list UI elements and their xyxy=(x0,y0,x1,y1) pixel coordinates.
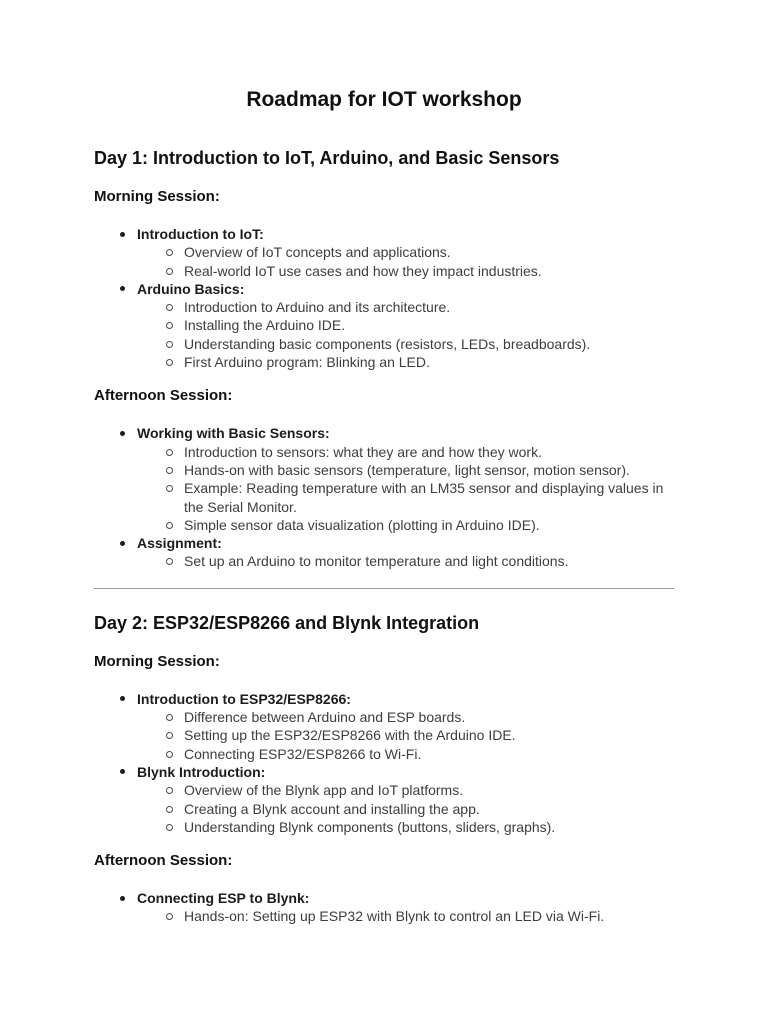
list-item-text: Introduction to Arduino and its architecture. xyxy=(184,299,451,316)
list-item xyxy=(137,818,674,836)
page-divider xyxy=(94,588,674,589)
list-item-text: Creating a Blynk account and installing the app. xyxy=(184,800,480,817)
bullet-icon xyxy=(120,286,125,291)
day-heading: Day 2: ESP32/ESP8266 and Blynk Integration xyxy=(94,612,480,633)
list-item-text: Understanding basic components (resistors, LEDs, breadboards). xyxy=(184,335,591,352)
list-item xyxy=(137,726,674,744)
topic-list xyxy=(94,225,674,371)
list-item-text: Connecting ESP32/ESP8266 to Wi-Fi. xyxy=(184,745,422,762)
list-item xyxy=(137,479,674,516)
topic-title: Blynk Introduction: xyxy=(137,763,266,780)
list-item xyxy=(137,353,674,371)
session-label: Morning Session: xyxy=(94,188,220,205)
topic-title: Working with Basic Sensors: xyxy=(137,425,330,442)
list-item-text: Real-world IoT use cases and how they impact industries. xyxy=(184,262,542,279)
list-item-text: Overview of the Blynk app and IoT platforms. xyxy=(184,782,464,799)
list-item xyxy=(137,243,674,261)
circle-bullet-icon xyxy=(166,485,173,492)
list-item-text: Installing the Arduino IDE. xyxy=(184,317,346,334)
topic-title: Arduino Basics: xyxy=(137,280,245,297)
bullet-icon xyxy=(120,896,125,901)
list-item-text: Simple sensor data visualization (plotting in Arduino IDE). xyxy=(184,516,540,533)
bullet-icon xyxy=(120,769,125,774)
document-title: Roadmap for IOT workshop xyxy=(246,88,522,111)
list-item xyxy=(137,316,674,334)
topic-item xyxy=(94,424,674,534)
circle-bullet-icon xyxy=(166,249,173,256)
list-item xyxy=(137,745,674,763)
session-label: Afternoon Session: xyxy=(94,852,233,870)
circle-bullet-icon xyxy=(166,714,173,721)
list-item-text: First Arduino program: Blinking an LED. xyxy=(184,354,430,371)
list-item-text: Setting up the ESP32/ESP8266 with the Arduino IDE. xyxy=(184,727,516,744)
bullet-icon xyxy=(120,541,125,546)
circle-bullet-icon xyxy=(166,522,173,529)
list-item xyxy=(137,800,674,818)
sub-list xyxy=(137,781,674,836)
list-item-text: Set up an Arduino to monitor temperature and light conditions. xyxy=(184,553,569,570)
circle-bullet-icon xyxy=(166,913,173,920)
circle-bullet-icon xyxy=(166,558,173,565)
circle-bullet-icon xyxy=(166,268,173,275)
sub-list xyxy=(137,443,674,534)
circle-bullet-icon xyxy=(166,341,173,348)
bullet-icon xyxy=(120,696,125,701)
list-item-text: Overview of IoT concepts and applications. xyxy=(184,244,451,261)
circle-bullet-icon xyxy=(166,467,173,474)
sub-list xyxy=(137,243,674,280)
topic-title: Connecting ESP to Blynk: xyxy=(137,890,310,907)
topic-item xyxy=(94,225,674,280)
list-item xyxy=(137,443,674,461)
list-item xyxy=(137,781,674,799)
topic-list xyxy=(94,889,674,926)
topic-title: Introduction to ESP32/ESP8266: xyxy=(137,690,351,707)
circle-bullet-icon xyxy=(166,304,173,311)
list-item xyxy=(137,552,674,570)
circle-bullet-icon xyxy=(166,359,173,366)
document-body xyxy=(94,148,674,926)
topic-item xyxy=(94,280,674,371)
circle-bullet-icon xyxy=(166,824,173,831)
bullet-icon xyxy=(120,431,125,436)
session-label: Morning Session: xyxy=(94,652,220,670)
sub-list xyxy=(137,552,674,570)
circle-bullet-icon xyxy=(166,787,173,794)
sub-list xyxy=(137,298,674,371)
list-item xyxy=(137,262,674,280)
list-item xyxy=(137,298,674,316)
list-item xyxy=(137,461,674,479)
session-label: Afternoon Session: xyxy=(94,387,233,405)
circle-bullet-icon xyxy=(166,322,173,329)
circle-bullet-icon xyxy=(166,751,173,758)
list-item xyxy=(137,708,674,726)
topic-title: Introduction to IoT: xyxy=(137,226,264,242)
list-item-text: Hands-on: Setting up ESP32 with Blynk to control an LED via Wi-Fi. xyxy=(184,908,605,925)
list-item xyxy=(137,907,674,925)
topic-item xyxy=(94,534,674,571)
topic-item xyxy=(94,889,674,926)
list-item-text: Difference between Arduino and ESP boards. xyxy=(184,709,466,726)
list-item xyxy=(137,516,674,534)
bullet-icon xyxy=(120,232,125,237)
day-heading: Day 1: Introduction to IoT, Arduino, and Basic Sensors xyxy=(94,148,560,168)
circle-bullet-icon xyxy=(166,806,173,813)
list-item-text: Hands-on with basic sensors (temperature, light sensor, motion sensor). xyxy=(184,461,630,478)
topic-title: Assignment: xyxy=(137,535,222,552)
circle-bullet-icon xyxy=(166,449,173,456)
list-item-text: Understanding Blynk components (buttons, sliders, graphs). xyxy=(184,818,556,835)
topic-item xyxy=(94,763,674,836)
topic-list xyxy=(94,424,674,570)
sub-list xyxy=(137,708,674,763)
list-item-text: Example: Reading temperature with an LM35 sensor and displaying values in the Serial Monitor. xyxy=(184,480,664,515)
list-item xyxy=(137,335,674,353)
sub-list xyxy=(137,907,674,925)
topic-list xyxy=(94,690,674,836)
circle-bullet-icon xyxy=(166,732,173,739)
topic-item xyxy=(94,690,674,763)
list-item-text: Introduction to sensors: what they are and how they work. xyxy=(184,443,542,460)
